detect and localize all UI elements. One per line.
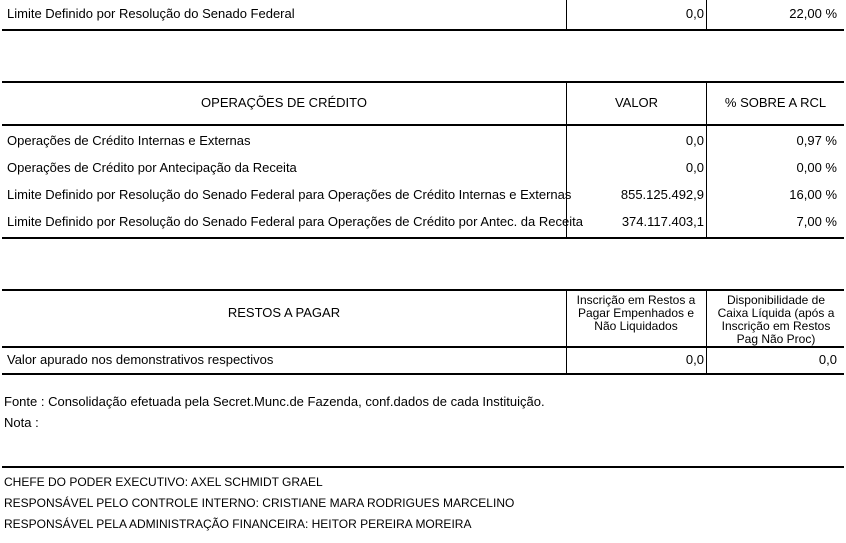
- signature-chefe-executivo: CHEFE DO PODER EXECUTIVO: AXEL SCHMIDT GRAEL: [4, 475, 323, 489]
- top-row-label: Limite Definido por Resolução do Senado Federal: [7, 6, 295, 21]
- table-bottom-border: [2, 373, 844, 375]
- row-valor: 0,0: [685, 133, 704, 148]
- row-percent: 0,00 %: [796, 160, 837, 175]
- row-percent: 7,00 %: [796, 214, 837, 229]
- table-bottom-border: [2, 29, 844, 31]
- row-label: Operações de Crédito por Antecipação da Receita: [7, 160, 297, 175]
- table-top-border: [2, 81, 844, 83]
- column-divider: [566, 290, 567, 374]
- operacoes-header-title: OPERAÇÕES DE CRÉDITO: [201, 95, 367, 110]
- column-divider: [566, 0, 567, 30]
- operacoes-header-valor: VALOR: [614, 95, 659, 110]
- nota-label: Nota :: [4, 415, 39, 430]
- header-bottom-border: [2, 124, 844, 126]
- column-divider: [706, 290, 707, 374]
- row-col2: 0,0: [818, 352, 837, 367]
- restos-header-col2: Disponibilidade de Caixa Líquida (após a Inscrição em Restos Pag Não Proc): [717, 293, 835, 346]
- row-percent: 0,97 %: [796, 133, 837, 148]
- row-label: Valor apurado nos demonstrativos respectivos: [7, 352, 274, 367]
- table-bottom-border: [2, 237, 844, 239]
- restos-header-col1: Inscrição em Restos a Pagar Empenhados e Não Liquidados: [576, 293, 696, 333]
- row-label: Operações de Crédito Internas e Externas: [7, 133, 251, 148]
- row-valor: 374.117.403,1: [621, 214, 704, 229]
- header-bottom-border: [2, 346, 844, 348]
- column-divider: [706, 0, 707, 30]
- fonte-note: Fonte : Consolidação efetuada pela Secret.Munc.de Fazenda, conf.dados de cada Instituição.: [4, 394, 545, 409]
- row-percent: 16,00 %: [789, 187, 837, 202]
- signature-admin-financeira: RESPONSÁVEL PELA ADMINISTRAÇÃO FINANCEIRA: HEITOR PEREIRA MOREIRA: [4, 517, 472, 531]
- row-col1: 0,0: [685, 352, 704, 367]
- row-label: Limite Definido por Resolução do Senado Federal para Operações de Crédito por Antec. da Receita: [7, 214, 583, 229]
- row-valor: 855.125.492,9: [620, 187, 704, 202]
- signature-divider: [2, 466, 844, 468]
- top-row-valor: 0,0: [685, 6, 704, 21]
- row-label: Limite Definido por Resolução do Senado Federal para Operações de Crédito Internas e Externas: [7, 187, 572, 202]
- operacoes-header-percent: % SOBRE A RCL: [724, 95, 827, 110]
- signature-controle-interno: RESPONSÁVEL PELO CONTROLE INTERNO: CRISTIANE MARA RODRIGUES MARCELINO: [4, 496, 515, 510]
- table-top-border: [2, 289, 844, 291]
- row-valor: 0,0: [685, 160, 704, 175]
- top-row-percent: 22,00 %: [789, 6, 837, 21]
- restos-header-title: RESTOS A PAGAR: [227, 305, 341, 320]
